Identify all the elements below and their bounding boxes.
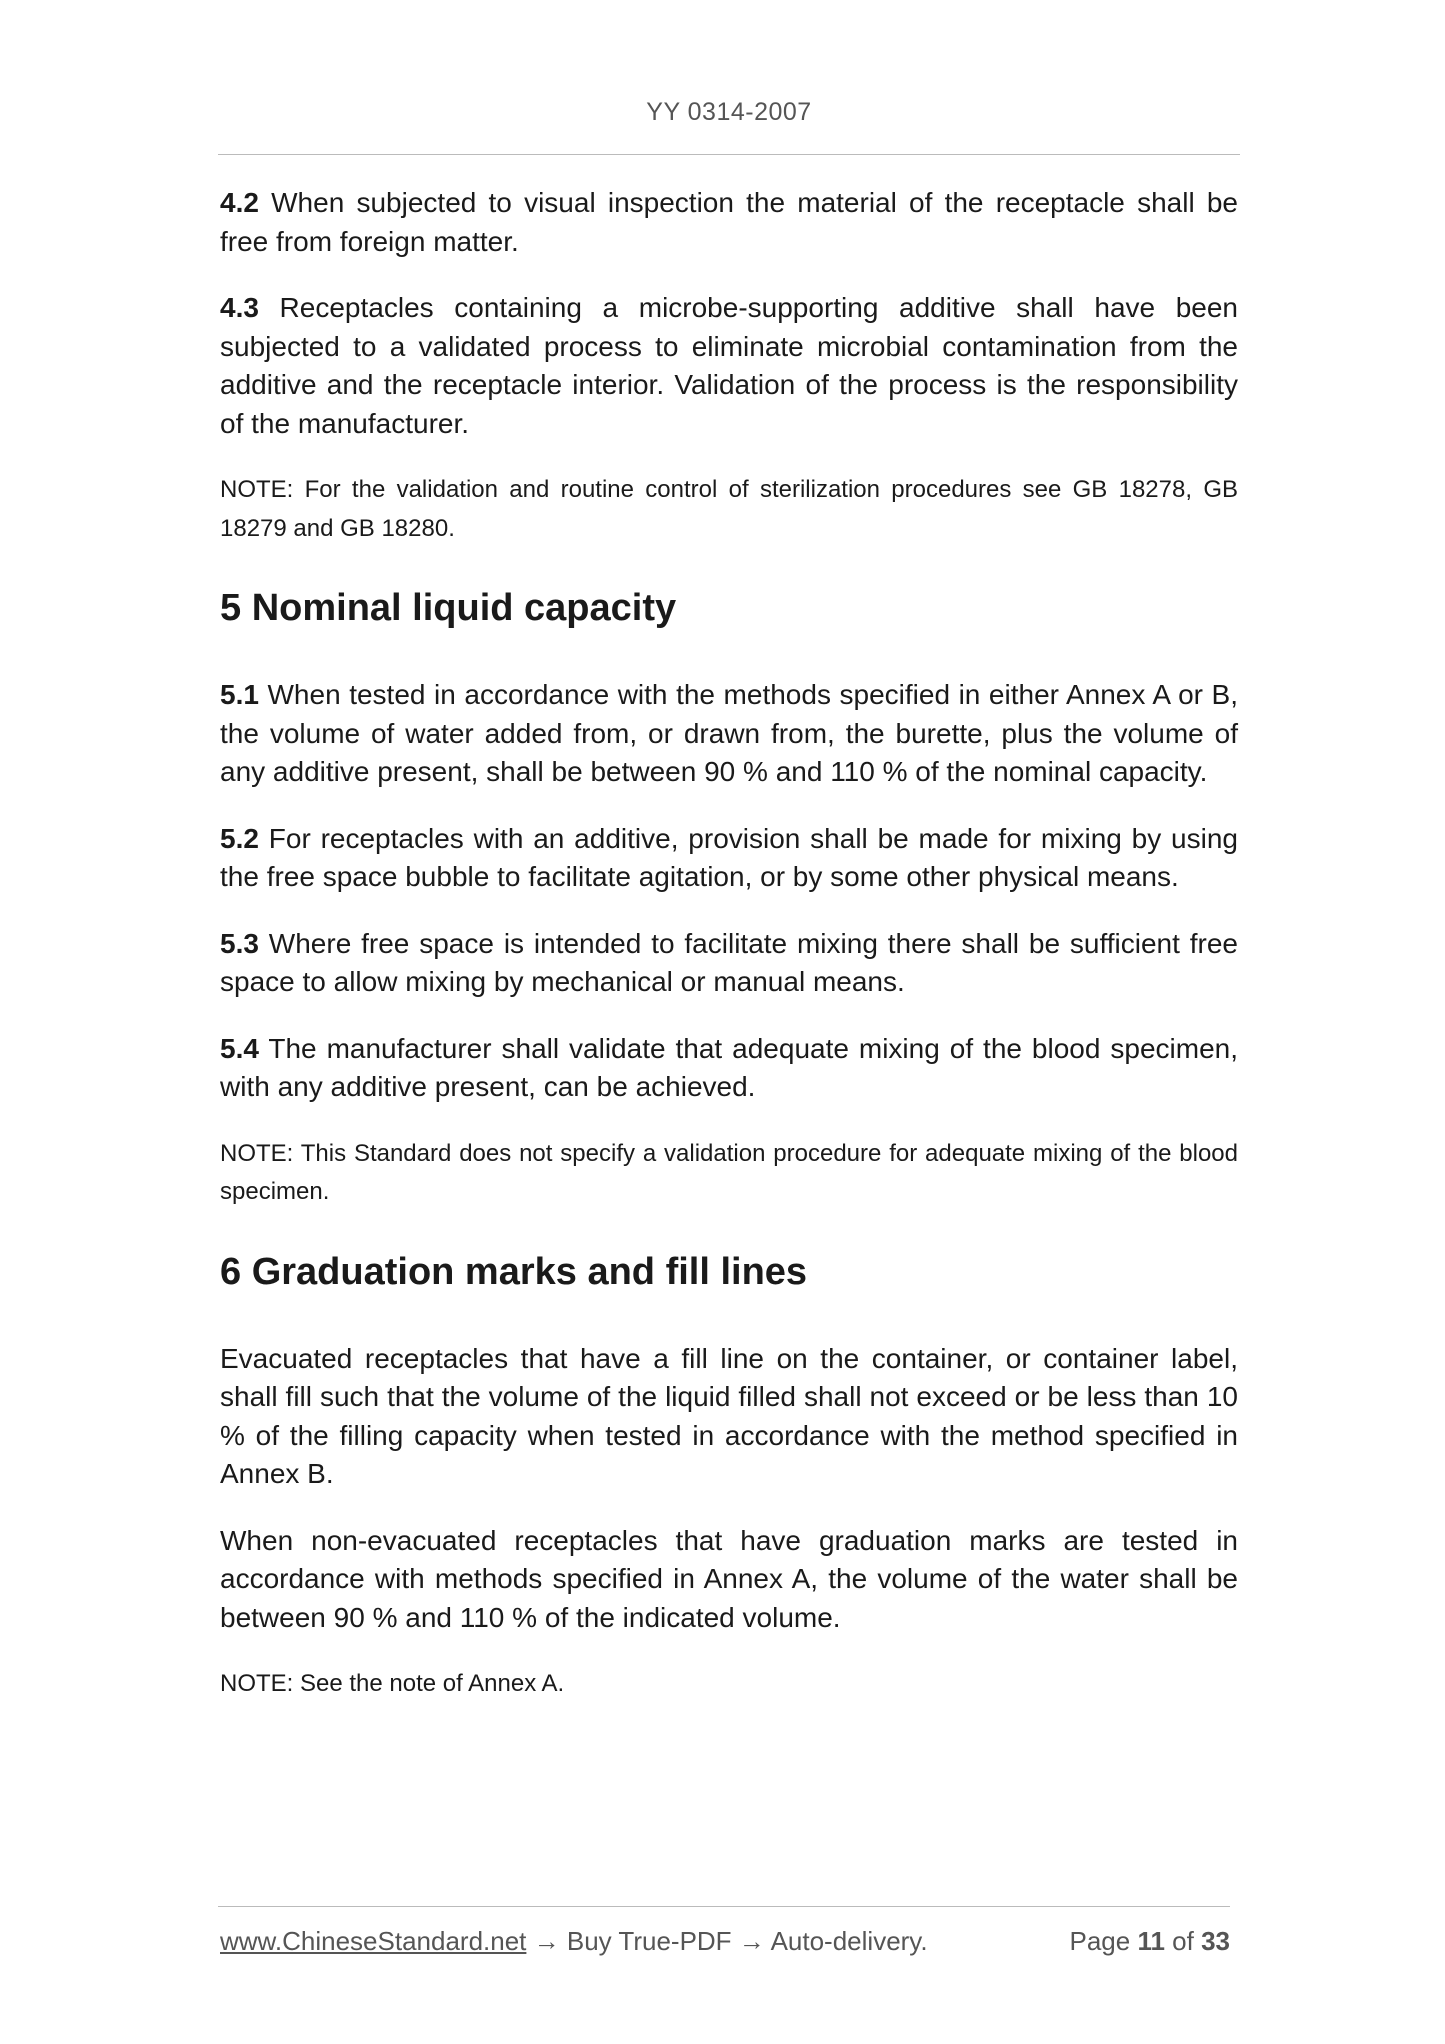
clause-text: Receptacles containing a microbe-supporting additive shall have been subjected to a validated process to eliminate microbial contamination from the additive and the receptacle interior. Validation of the process is the responsibility of the manufacturer.	[220, 292, 1238, 439]
clause-text: When subjected to visual inspection the material of the receptacle shall be free from foreign matter.	[220, 187, 1238, 257]
section-6-paragraph-1: Evacuated receptacles that have a fill line on the container, or container label, shall fill such that the volume of the liquid filled shall not exceed or be less than 10 % of the filling capacity when tested in accordance with the method specified in Annex B.	[220, 1342, 1238, 1489]
page-total: 33	[1201, 1926, 1230, 1956]
clause-number: 5.3	[220, 927, 259, 959]
footer-promo-text: → Buy True-PDF → Auto-delivery.	[526, 1926, 928, 1956]
document-header: YY 0314-2007	[646, 98, 812, 126]
note-mixing: NOTE: This Standard does not specify a validation procedure for adequate mixing of the blood specimen.	[220, 1139, 1238, 1205]
clause-text: For receptacles with an additive, provision shall be made for mixing by using the free space bubble to facilitate agitation, or by some other physical means.	[220, 822, 1238, 892]
clause-text: When tested in accordance with the methods specified in either Annex A or B, the volume of water added from, or drawn from, the burette, plus the volume of any additive present, shall be between 90 % and 110 % of the nominal capacity.	[220, 679, 1238, 787]
section-6-heading: 6 Graduation marks and fill lines	[220, 1250, 808, 1293]
note-sterilization: NOTE: For the validation and routine control of sterilization procedures see GB 18278, GB 18279 and GB 18280.	[220, 476, 1238, 542]
clause-number: 5.4	[220, 1032, 259, 1064]
website-link[interactable]: www.ChineseStandard.net	[220, 1926, 527, 1956]
header-divider	[218, 154, 1240, 155]
clause-number: 5.2	[220, 822, 259, 854]
clause-number: 4.3	[220, 292, 259, 323]
clause-text: The manufacturer shall validate that adequate mixing of the blood specimen, with any additive present, can be achieved.	[220, 1032, 1238, 1102]
page-label: Page	[1069, 1926, 1138, 1956]
clause-4-3	[220, 289, 1238, 443]
page-of-label: of	[1164, 1926, 1202, 1956]
page-indicator	[1069, 1926, 1230, 1957]
clause-5-4	[220, 1030, 1238, 1107]
footer-promo	[220, 1926, 928, 1957]
section-6-paragraph-2: When non-evacuated receptacles that have graduation marks are tested in accordance with methods specified in Annex A, the volume of the water shall be between 90 % and 110 % of the indicated volume.	[220, 1524, 1238, 1633]
page-footer	[220, 1926, 1230, 1957]
clause-5-3	[220, 925, 1238, 1002]
footer-divider	[218, 1906, 1230, 1907]
clause-text: Where free space is intended to facilitate mixing there shall be sufficient free space to allow mixing by mechanical or manual means.	[220, 927, 1238, 997]
clause-5-1	[220, 676, 1238, 792]
clause-number: 4.2	[220, 187, 259, 218]
clause-5-2	[220, 820, 1238, 897]
page-content	[220, 184, 1238, 1732]
section-5-heading: 5 Nominal liquid capacity	[220, 587, 677, 629]
note-annex-a: NOTE: See the note of Annex A.	[220, 1670, 565, 1697]
page-number: 11	[1137, 1926, 1165, 1956]
clause-number: 5.1	[220, 679, 259, 710]
clause-4-2	[220, 184, 1238, 261]
